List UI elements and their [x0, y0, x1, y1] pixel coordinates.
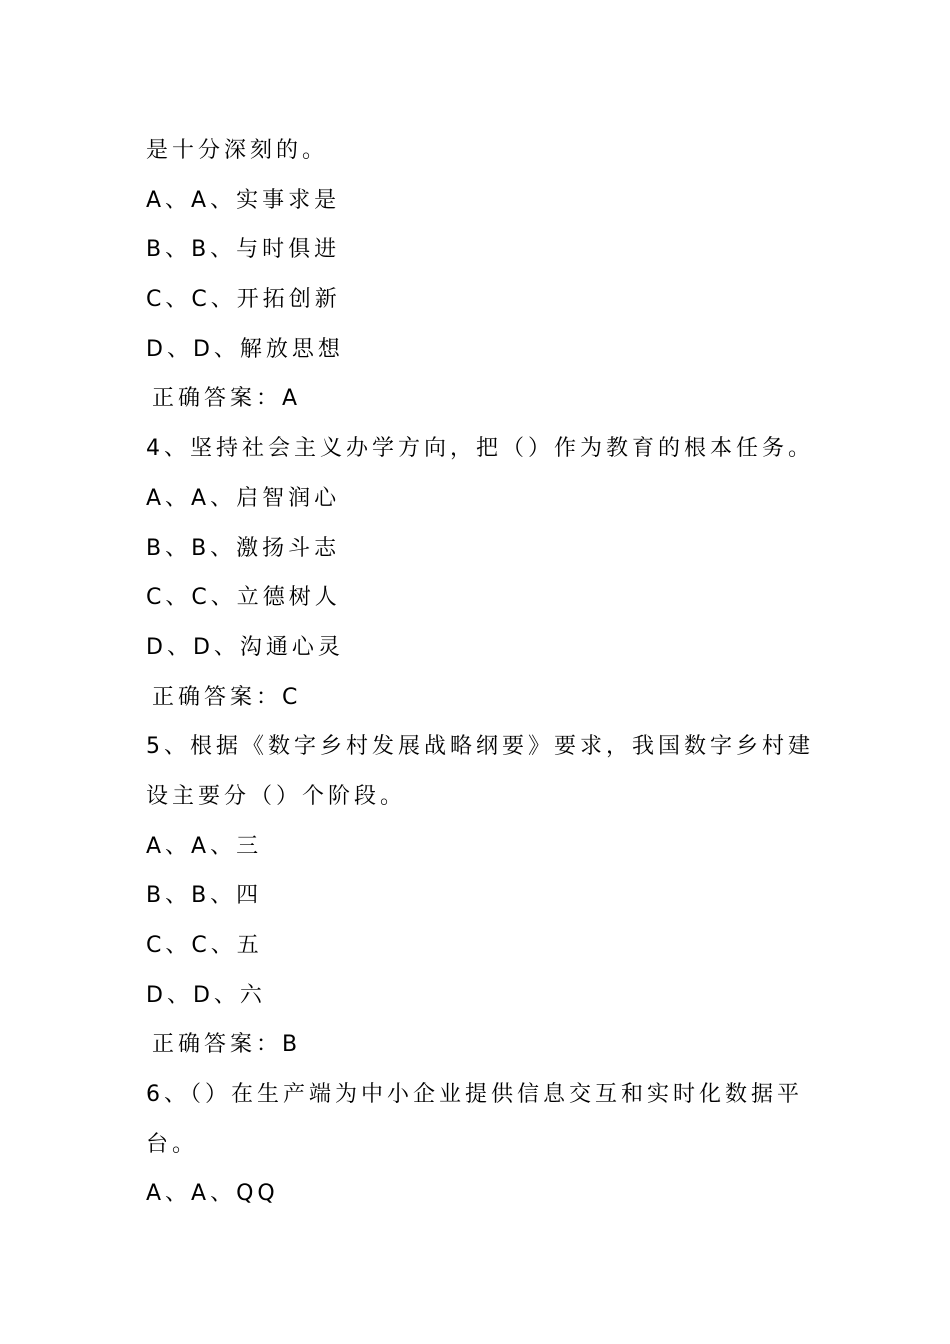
q4-answer: 正确答案：C: [152, 684, 302, 710]
q4-option-a: A、A、启智润心: [146, 485, 341, 511]
q6-stem-line1: 6、（）在生产端为中小企业提供信息交互和实时化数据平: [146, 1082, 803, 1108]
q3-option-b: B、B、与时俱进: [146, 237, 341, 263]
q4-stem: 4、坚持社会主义办学方向，把（）作为教育的根本任务。: [146, 436, 814, 462]
q5-stem-line2: 设主要分（）个阶段。: [146, 783, 407, 809]
q3-option-c: C、C、开拓创新: [146, 287, 341, 313]
q5-stem-line1: 5、根据《数字乡村发展战略纲要》要求，我国数字乡村建: [146, 734, 814, 760]
q5-option-a: A、A、三: [146, 833, 263, 859]
q3-answer: 正确答案：A: [152, 386, 302, 412]
q5-option-c: C、C、五: [146, 933, 263, 958]
q6-option-a: A、A、QQ: [146, 1181, 279, 1207]
question-continuation: 是十分深刻的。: [146, 138, 329, 163]
q5-option-d: D、D、六: [146, 982, 266, 1008]
q4-option-b: B、B、激扬斗志: [146, 535, 341, 561]
document-body: [146, 126, 826, 1219]
q5-answer: 正确答案：B: [152, 1032, 302, 1058]
q4-option-c: C、C、立德树人: [146, 585, 341, 611]
q4-option-d: D、D、沟通心灵: [146, 634, 344, 660]
q6-stem-line2: 台。: [146, 1131, 199, 1157]
q5-option-b: B、B、四: [146, 883, 263, 909]
q3-option-a: A、A、实事求是: [146, 187, 341, 213]
q3-option-d: D、D、解放思想: [146, 336, 344, 362]
